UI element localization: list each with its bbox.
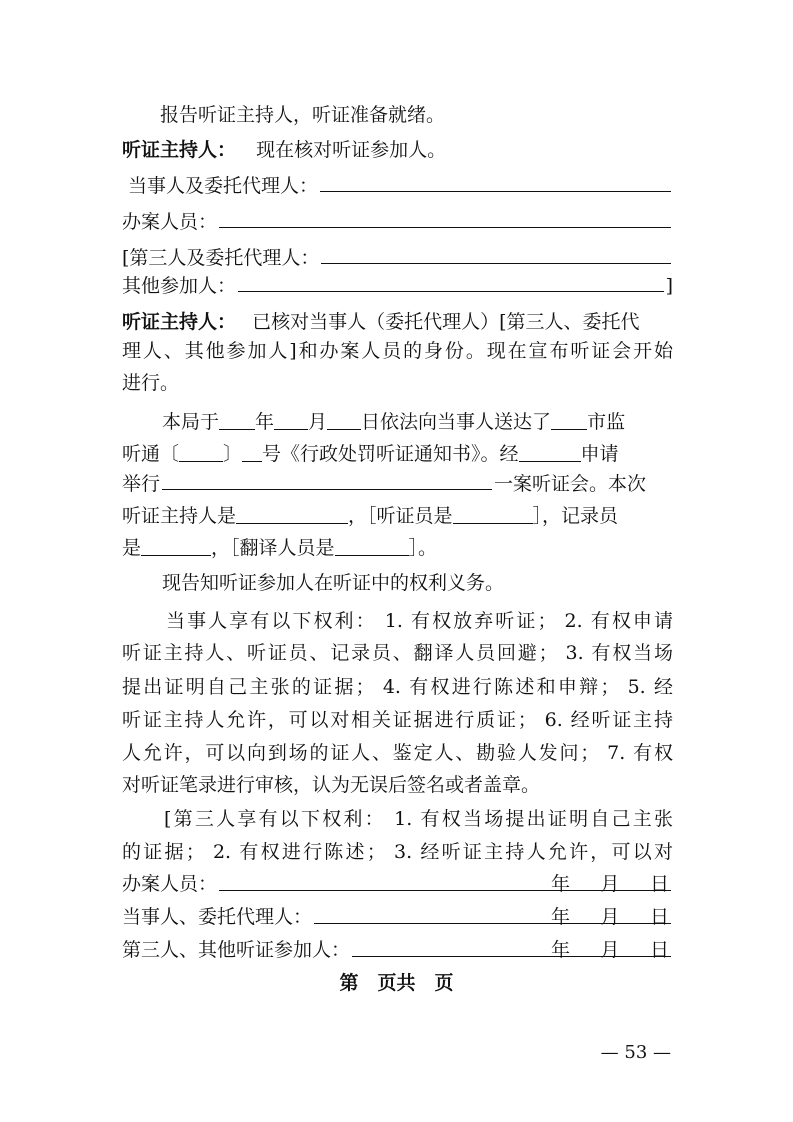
notice-text: 是: [122, 537, 142, 559]
signature-label: 第三人、其他听证参加人：: [122, 939, 351, 961]
notice-text: ］，记录员: [532, 505, 619, 527]
case-staff-label: 办案人员：: [122, 211, 218, 233]
signature-date: [551, 932, 669, 961]
third-party-label: [第三人及委托代理人：: [122, 247, 320, 269]
signature-label: 办案人员：: [122, 873, 218, 895]
case-staff-field: [122, 204, 673, 240]
recorder-line: [122, 530, 673, 566]
signature-row-case-staff: [122, 866, 673, 902]
month-blank[interactable]: [274, 407, 308, 430]
rights-text: 听证主持人允许，可以对相关证据进行质证； 6. 经听证主持: [122, 709, 673, 731]
year-label: 年: [551, 873, 571, 895]
rights-line: [122, 669, 673, 705]
signature-row-party: [122, 899, 673, 935]
notice-text: 本局于: [162, 411, 220, 433]
paragraph-line: [122, 333, 673, 369]
notice-text: ］。: [408, 537, 438, 559]
third-party-rights-line: [122, 801, 673, 837]
signature-date: [551, 866, 669, 895]
signature-blank[interactable]: [314, 899, 671, 928]
signature-blank[interactable]: [219, 866, 671, 895]
rights-text: 人允许，可以向到场的证人、鉴定人、勘验人发问； 7. 有权: [122, 742, 673, 764]
month-label: 月: [600, 906, 620, 928]
notice-text: 日依法向当事人送达了: [361, 411, 552, 433]
day-label: 日: [649, 939, 669, 961]
day-label: 日: [649, 873, 669, 895]
signature-row-third-party: [122, 932, 673, 968]
year-label: 年: [551, 939, 571, 961]
rights-line: [122, 635, 673, 671]
doc-prefix-blank[interactable]: [551, 407, 587, 430]
year-label: 年: [551, 906, 571, 928]
month-label: 月: [600, 939, 620, 961]
month-label: 月: [600, 873, 620, 895]
month-label: 月: [308, 411, 328, 433]
host-check-line: [122, 132, 673, 168]
party-agent-field: [122, 168, 673, 204]
signature-date: [551, 899, 669, 928]
host-name-blank[interactable]: [236, 501, 348, 524]
other-participants-blank[interactable]: [238, 269, 664, 292]
rights-intro-text: 现告知听证参加人在听证中的权利义务。: [162, 572, 505, 594]
report-text: 报告听证主持人，听证准备就绪。: [160, 104, 446, 126]
case-name-line: [122, 466, 673, 502]
bracket-close: ]: [665, 275, 673, 297]
doc-number-blank[interactable]: [242, 439, 262, 462]
page-number: — 53 —: [600, 1042, 671, 1063]
day-blank[interactable]: [327, 407, 361, 430]
notice-text: 〕: [223, 443, 243, 465]
notice-text: 市监: [587, 411, 626, 433]
notice-text: ，［翻译人员是: [211, 537, 335, 559]
speaker-label: 听证主持人：: [122, 139, 237, 161]
third-party-rights-line: [122, 834, 673, 870]
rights-line: [122, 735, 673, 771]
recorder-blank[interactable]: [141, 533, 211, 556]
report-line: [122, 97, 673, 133]
notice-date-line: [122, 404, 673, 440]
case-staff-blank[interactable]: [219, 205, 671, 228]
day-label: 日: [649, 906, 669, 928]
paragraph-line: [122, 365, 673, 401]
rights-text: 对听证笔录进行审核，认为无误后签名或者盖章。: [122, 774, 541, 796]
host-check-text: 现在核对听证参加人。: [256, 139, 447, 161]
notice-text: 听通〔: [122, 443, 180, 465]
rights-text: 提出证明自己主张的证据； 4. 有权进行陈述和申辩； 5. 经: [122, 676, 673, 698]
rights-text: 当事人享有以下权利： 1. 有权放弃听证； 2. 有权申请: [166, 610, 673, 632]
applicant-blank[interactable]: [519, 439, 581, 462]
party-agent-blank[interactable]: [320, 169, 671, 192]
year-label: 年: [255, 411, 275, 433]
notice-text: 听证主持人是: [122, 505, 237, 527]
page-of-label: 第 页共 页: [339, 972, 454, 994]
year-blank[interactable]: [219, 407, 255, 430]
paragraph-text: 理人、其他参加人]和办案人员的身份。现在宣布听证会开始: [122, 340, 673, 362]
rights-text: [第三人享有以下权利： 1. 有权当场提出证明自己主张: [164, 808, 673, 830]
rights-text: 听证主持人、听证员、记录员、翻译人员回避； 3. 有权当场: [122, 642, 673, 664]
other-participants-field: [122, 268, 673, 304]
verified-text: 已核对当事人（委托代理人）[第三人、委托代: [252, 311, 640, 333]
signature-label: 当事人、委托代理人：: [122, 906, 313, 928]
rights-line: [122, 702, 673, 738]
notice-text: 申请: [580, 443, 619, 465]
third-party-blank[interactable]: [321, 241, 671, 264]
translator-blank[interactable]: [335, 533, 409, 556]
doc-year-blank[interactable]: [179, 439, 223, 462]
speaker-label: 听证主持人：: [122, 311, 237, 333]
notice-text: 号《行政处罚听证通知书》。经: [262, 443, 519, 465]
case-name-blank[interactable]: [162, 467, 492, 490]
rights-line: [122, 603, 673, 639]
signature-blank[interactable]: [352, 932, 671, 961]
notice-text: 一案听证会。本次: [494, 473, 647, 495]
host-names-line: [122, 498, 673, 534]
paragraph-text: 进行。: [122, 372, 180, 394]
other-participants-label: 其他参加人：: [122, 275, 237, 297]
party-agent-label: 当事人及委托代理人：: [128, 175, 319, 197]
notice-text: ，［听证员是: [348, 505, 453, 527]
rights-text: 的证据； 2. 有权进行陈述； 3. 经听证主持人允许，可以对: [122, 841, 673, 863]
notice-text: 举行: [122, 473, 161, 495]
rights-intro-line: [122, 565, 673, 601]
hearing-officer-blank[interactable]: [453, 501, 533, 524]
rights-line: [122, 767, 673, 803]
